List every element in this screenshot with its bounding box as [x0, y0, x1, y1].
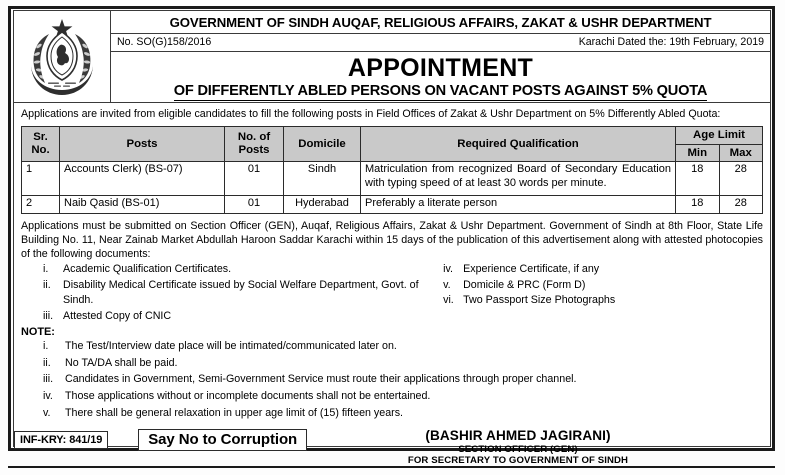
cell-post-title: Accounts Clerk) (BS-07): [60, 162, 225, 196]
documents-column-right: [429, 262, 763, 324]
cell-sr-no: 1: [22, 162, 60, 196]
list-item: [43, 355, 763, 372]
column-header-sr-no-line2: No.: [31, 144, 50, 157]
government-of-sindh-emblem-icon: [23, 16, 101, 98]
list-item-label: Disability Medical Certificate issued by Social Welfare Department, Govt. of Sindh.: [63, 278, 419, 307]
page-title: APPOINTMENT: [347, 54, 534, 82]
note-list: [21, 338, 763, 421]
inf-code-badge: INF-KRY: 841/19: [14, 431, 108, 449]
column-header-age-limit: Age Limit: [676, 126, 763, 144]
list-item-label: Attested Copy of CNIC: [63, 309, 172, 322]
list-item-marker: v.: [443, 278, 451, 291]
list-item-marker: iv.: [443, 263, 453, 276]
list-item-marker: iv.: [43, 390, 53, 403]
cell-domicile: Sindh: [284, 162, 361, 196]
emblem-cell: [14, 11, 111, 102]
required-documents-list: [21, 262, 763, 324]
table-row: [22, 162, 763, 196]
page-subtitle: [111, 82, 770, 102]
intro-paragraph: Applications are invited from eligible candidates to fill the following posts in Field Offices of Zakat & Ushr Department on 5% Differently Abled Quota:: [21, 108, 721, 120]
list-item-marker: iii.: [43, 373, 54, 386]
column-header-posts: Posts: [60, 126, 225, 162]
signatory-designation: SECTION OFFICER (GEN): [458, 443, 578, 455]
column-header-age-max: Max: [719, 144, 763, 162]
list-item-label: Those applications without or incomplete documents shall not be entertained.: [65, 390, 431, 403]
list-item-marker: iii.: [43, 309, 54, 322]
vacancies-table: [21, 126, 763, 215]
column-header-sr-no-line1: Sr.: [33, 131, 48, 144]
footer-divider-rule: [8, 466, 775, 468]
reference-number: No. SO(G)158/2016: [117, 36, 212, 48]
list-item-marker: ii.: [43, 356, 51, 369]
column-header-no-of-posts: [225, 126, 284, 162]
cell-domicile: Hyderabad: [284, 196, 361, 214]
list-item-label: There shall be general relaxation in upper age limit of (15) fifteen years.: [65, 406, 404, 419]
column-header-sr-no: [22, 126, 60, 162]
outer-border-right: [772, 6, 775, 451]
page-subtitle-text: OF DIFFERENTLY ABLED PERSONS ON VACANT POSTS AGAINST 5% QUOTA: [173, 83, 708, 99]
table-row: [22, 196, 763, 214]
cell-no-of-posts: 01: [225, 162, 284, 196]
list-item: [443, 293, 763, 308]
reference-line: [111, 34, 770, 52]
list-item-marker: v.: [43, 406, 51, 419]
list-item-label: Experience Certificate, if any: [463, 263, 600, 276]
list-item: [43, 371, 763, 388]
signatory-on-behalf-of: FOR SECRETARY TO GOVERNMENT OF SINDH: [407, 454, 629, 466]
list-item: [43, 278, 429, 309]
place-and-date: Karachi Dated the: 19th February, 2019: [578, 36, 764, 48]
table-header-row: [22, 126, 763, 144]
outer-border-left: [8, 6, 11, 451]
cell-age-max: 28: [719, 162, 763, 196]
column-header-no-of-posts-line2: Posts: [238, 144, 270, 157]
document-header: [14, 11, 770, 103]
outer-border-top: [8, 6, 775, 9]
cell-no-of-posts: 01: [225, 196, 284, 214]
document-content: [14, 103, 770, 466]
signatory-name: (BASHIR AHMED JAGIRANI): [425, 427, 611, 443]
submission-paragraph: Applications must be submitted on Section Officer (GEN), Auqaf, Religious Affairs, Zakat & Ushr Department. Government of Sindh at 8th Floor, State Life Building No. 11, Near Zainab Market Abdullah Haroon Saddar Karachi within 15 days of the publication of this advertisement along with attested photocopies of the following documents:: [21, 220, 763, 261]
cell-qualification: Matriculation from recognized Board of Secondary Education with typing speed of at least 30 words per minute.: [361, 162, 676, 196]
list-item-label: Two Passport Size Photographs: [463, 294, 616, 307]
list-item-label: Candidates in Government, Semi-Government Service must route their applications through proper channel.: [65, 373, 577, 386]
list-item: [43, 388, 763, 405]
column-header-required-qualification: Required Qualification: [361, 126, 676, 162]
column-header-domicile: Domicile: [284, 126, 361, 162]
list-item-marker: vi.: [443, 294, 454, 307]
list-item-marker: i.: [43, 340, 49, 353]
advertisement-body: [13, 10, 771, 466]
cell-post-title: Naib Qasid (BS-01): [60, 196, 225, 214]
list-item: [43, 262, 429, 277]
table-body: [22, 162, 763, 214]
list-item-marker: ii.: [43, 278, 51, 291]
list-item: [43, 338, 763, 355]
documents-column-left: [21, 262, 429, 324]
department-title: GOVERNMENT OF SINDH AUQAF, RELIGIOUS AFFAIRS, ZAKAT & USHR DEPARTMENT: [111, 11, 770, 34]
list-item: [443, 262, 763, 277]
list-item: [443, 278, 763, 293]
cell-sr-no: 2: [22, 196, 60, 214]
document-footer: [14, 429, 774, 451]
list-item-label: The Test/Interview date place will be intimated/communicated later on.: [65, 340, 397, 353]
table-header: [22, 126, 763, 162]
list-item-label: No TA/DA shall be paid.: [65, 356, 178, 369]
anti-corruption-slogan: Say No to Corruption: [138, 429, 307, 451]
cell-qualification: Preferably a literate person: [361, 196, 676, 214]
list-item: [43, 309, 429, 324]
list-item-label: Academic Qualification Certificates.: [63, 263, 232, 276]
list-item-marker: i.: [43, 263, 49, 276]
list-item-label: Domicile & PRC (Form D): [463, 278, 586, 291]
cell-age-min: 18: [676, 162, 720, 196]
cell-age-min: 18: [676, 196, 720, 214]
column-header-no-of-posts-line1: No. of: [237, 131, 271, 144]
note-heading: NOTE:: [21, 326, 55, 339]
cell-age-max: 28: [719, 196, 763, 214]
list-item: [43, 405, 763, 422]
column-header-age-min: Min: [676, 144, 720, 162]
header-text-block: [111, 11, 770, 102]
